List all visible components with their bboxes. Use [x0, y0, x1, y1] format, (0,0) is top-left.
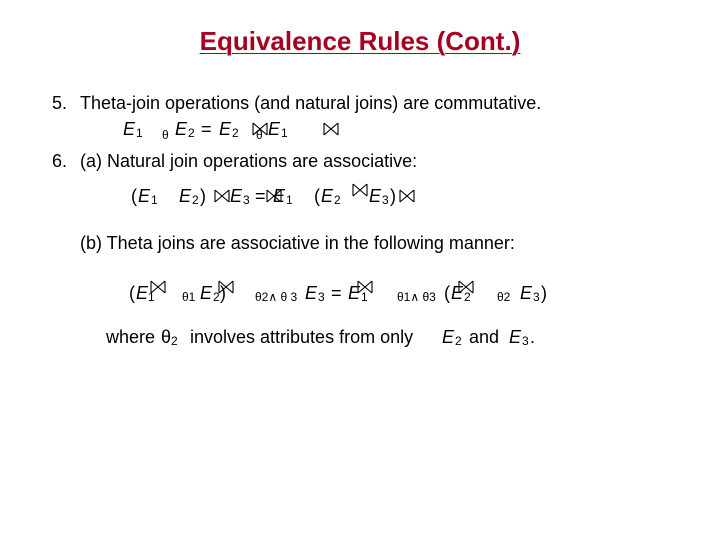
rule-6a-e1b: E	[273, 186, 286, 206]
rule-5-e1-sub: 1	[136, 126, 143, 140]
rule-6b-close2: )	[541, 283, 547, 303]
rule-6a-open2: (	[314, 186, 320, 206]
rule-6b-theta1: θ1	[182, 290, 196, 304]
rule-6a-e1-sub: 1	[151, 193, 158, 207]
where-theta-sub: 2	[171, 334, 178, 348]
rule-6a-close1: )	[200, 186, 206, 206]
rule-5-e1b-sub: 1	[281, 126, 288, 140]
rule-6b-text: (b) Theta joins are associative in the following manner:	[80, 233, 515, 253]
rule-6-number: 6.	[52, 151, 68, 171]
bowtie-join-icon	[218, 280, 234, 294]
rule-6b-open1: (	[129, 283, 135, 303]
rule-6b-e1b: E	[348, 283, 361, 303]
rule-5-theta2: θ	[256, 128, 263, 142]
bowtie-join-icon	[214, 189, 230, 203]
bowtie-join-icon	[323, 122, 339, 136]
rule-6a-e2: E	[179, 186, 192, 206]
rule-6b-e3b-sub: 3	[533, 290, 540, 304]
where-period: .	[530, 327, 536, 347]
bowtie-join-icon	[150, 280, 166, 294]
bowtie-join-icon	[352, 183, 368, 197]
rule-6b-e2b: E	[451, 283, 464, 303]
where-e3-sub: 3	[522, 334, 529, 348]
rule-6b-theta23: θ2∧ θ 3	[255, 290, 298, 304]
rule-5-theta: θ	[162, 128, 169, 142]
rule-5-equals: =	[201, 119, 212, 139]
rule-5-e2-sub: 2	[188, 126, 195, 140]
rule-6a-close2: )	[390, 186, 396, 206]
rule-6b-e3b: E	[520, 283, 533, 303]
where-middle: involves attributes from only	[190, 327, 414, 347]
rule-6b-e1: E	[136, 283, 149, 303]
rule-6b-open2: (	[444, 283, 450, 303]
rule-5-number: 5.	[52, 93, 68, 113]
rule-6a-e3b-sub: 3	[382, 193, 389, 207]
rule-5-text: Theta-join operations (and natural joins) are commutative.	[80, 93, 542, 113]
rule-6a-equals: =	[255, 186, 266, 206]
rule-6a-e3b: E	[369, 186, 382, 206]
where-e2: E	[442, 327, 455, 347]
rule-6b-theta13: θ1∧ θ3	[397, 290, 436, 304]
slide-title: Equivalence Rules (Cont.)	[199, 26, 521, 56]
bowtie-join-icon	[458, 280, 474, 294]
rule-6a-text: (a) Natural join operations are associative:	[80, 151, 418, 171]
rule-6b-e3: E	[305, 283, 318, 303]
rule-6b-e1-sub: 1	[148, 290, 155, 304]
where-prefix: where	[106, 327, 156, 347]
rule-6a-e2-sub: 2	[192, 193, 199, 207]
rule-6a-e3-sub: 3	[243, 193, 250, 207]
rule-5-e1b: E	[268, 119, 281, 139]
rule-6a-e3: E	[230, 186, 243, 206]
rule-6b-e2: E	[200, 283, 213, 303]
rule-6b-e3-sub: 3	[318, 290, 325, 304]
rule-5-e2b: E	[219, 119, 232, 139]
where-e2-sub: 2	[455, 334, 462, 348]
rule-6b-e2-sub: 2	[213, 290, 220, 304]
bowtie-join-icon	[399, 189, 415, 203]
rule-6b-close1: )	[220, 283, 226, 303]
rule-6b-theta2: θ2	[497, 290, 511, 304]
rule-5-e2: E	[175, 119, 188, 139]
rule-6a-e2b: E	[321, 186, 334, 206]
rule-6a-e1: E	[138, 186, 151, 206]
rule-6a-open1: (	[131, 186, 137, 206]
rule-6a-e1b-sub: 1	[286, 193, 293, 207]
rule-6b-equals: =	[331, 283, 342, 303]
rule-6b-e2b-sub: 2	[464, 290, 471, 304]
where-theta: θ	[161, 327, 172, 347]
rule-5-e1: E	[123, 119, 136, 139]
where-and: and	[469, 327, 500, 347]
rule-5-e2b-sub: 2	[232, 126, 239, 140]
bowtie-join-icon	[357, 280, 373, 294]
rule-6b-e1b-sub: 1	[361, 290, 368, 304]
rule-6a-e2b-sub: 2	[334, 193, 341, 207]
where-e3: E	[509, 327, 522, 347]
